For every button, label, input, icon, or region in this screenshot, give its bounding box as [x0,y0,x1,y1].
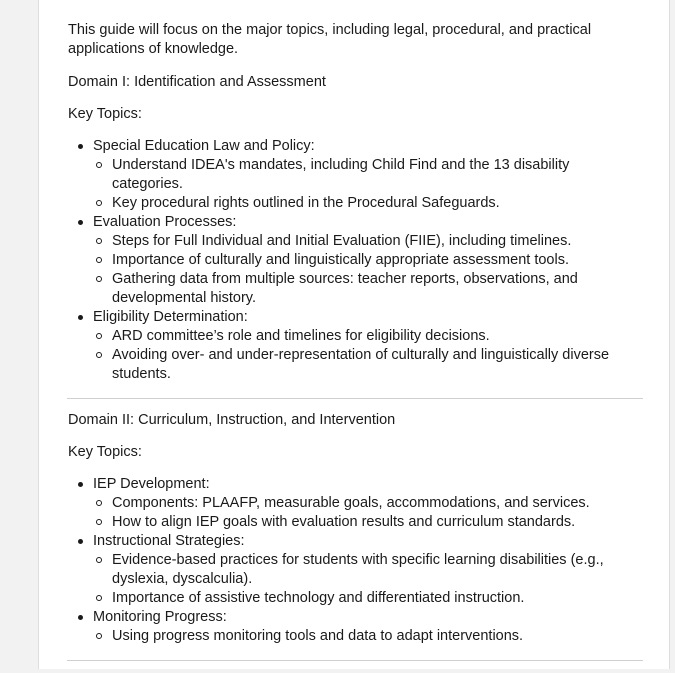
domain-2-key-topics-label: Key Topics: [68,444,142,460]
domain-1-section [68,73,643,384]
topic-label: Evaluation Processes: [93,214,237,230]
subtopic-list [93,232,643,308]
subtopic-item: Avoiding over- and under-representation of culturally and linguistically diverse students. [93,346,643,384]
domain-2-section [68,411,643,646]
subtopic-item: Importance of assistive technology and differentiated instruction. [93,589,643,608]
topic-label: IEP Development: [93,476,210,492]
topic-item [68,213,643,308]
subtopic-item: How to align IEP goals with evaluation results and curriculum standards. [93,513,643,532]
domain-1-title: Domain I: Identification and Assessment [68,74,326,90]
subtopic-item: Using progress monitoring tools and data to adapt interventions. [93,627,643,646]
topic-label: Eligibility Determination: [93,309,248,325]
subtopic-list [93,156,643,213]
intro-paragraph: This guide will focus on the major topics, including legal, procedural, and practical applications of knowledge. [68,22,592,57]
subtopic-item: Steps for Full Individual and Initial Evaluation (FIIE), including timelines. [93,232,643,251]
subtopic-item: Understand IDEA's mandates, including Child Find and the 13 disability categories. [93,156,643,194]
subtopic-list [93,551,643,608]
subtopic-item: Evidence-based practices for students with specific learning disabilities (e.g., dyslexia, dyscalculia). [93,551,643,589]
domain-2-topic-list [68,475,643,646]
domain-1-topic-list [68,137,643,384]
topic-item [68,475,643,532]
subtopic-item: Key procedural rights outlined in the Procedural Safeguards. [93,194,643,213]
subtopic-list [93,627,643,646]
domain-1-key-topics-label: Key Topics: [68,106,142,122]
topic-label: Special Education Law and Policy: [93,138,315,154]
subtopic-item: ARD committee’s role and timelines for eligibility decisions. [93,327,643,346]
topic-item [68,308,643,384]
topic-item [68,608,643,646]
subtopic-item: Importance of culturally and linguistically appropriate assessment tools. [93,251,643,270]
document-page [38,0,670,669]
subtopic-list [93,494,643,532]
domain-2-title: Domain II: Curriculum, Instruction, and Intervention [68,412,396,428]
section-divider [67,398,643,399]
topic-item [68,532,643,608]
subtopic-item: Components: PLAAFP, measurable goals, accommodations, and services. [93,494,643,513]
topic-label: Instructional Strategies: [93,533,245,549]
subtopic-list [93,327,643,384]
topic-item [68,137,643,213]
topic-label: Monitoring Progress: [93,609,227,625]
subtopic-item: Gathering data from multiple sources: teacher reports, observations, and developmental history. [93,270,643,308]
section-divider [67,660,643,661]
guide-content [68,21,643,673]
